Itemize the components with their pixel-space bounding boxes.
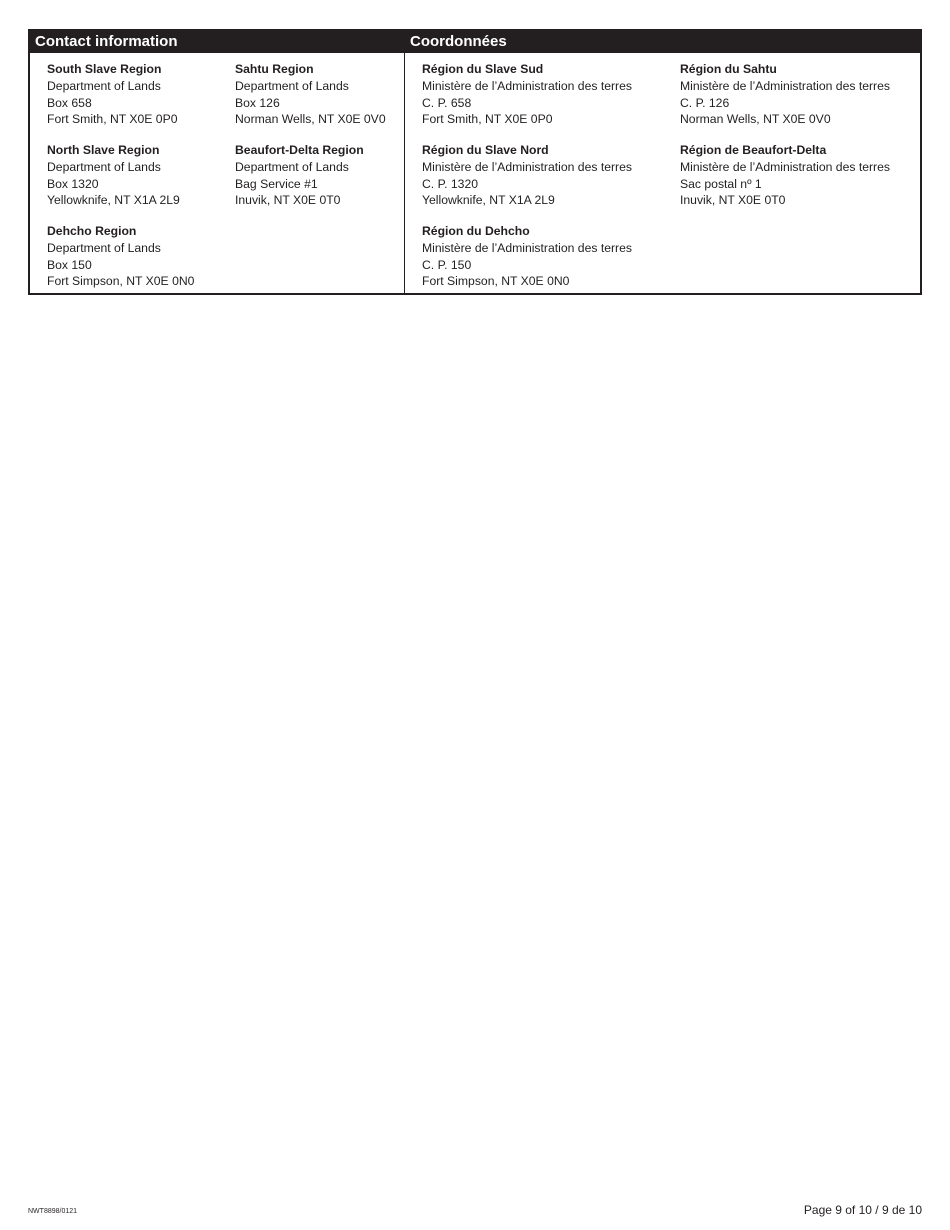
- region-department: Ministère de l’Administration des terres: [422, 159, 632, 174]
- region-box: Bag Service #1: [235, 176, 318, 191]
- region-department: Ministère de l’Administration des terres: [422, 240, 632, 255]
- region-name: Région de Beaufort-Delta: [680, 143, 827, 157]
- form-code: NWT8898/0121: [28, 1208, 78, 1215]
- region-box: Box 126: [235, 95, 280, 110]
- region-name: Région du Sahtu: [680, 62, 777, 76]
- region-box: C. P. 150: [422, 257, 472, 272]
- region-city: Norman Wells, NT X0E 0V0: [235, 112, 386, 127]
- region-name: Région du Slave Sud: [422, 62, 544, 76]
- region-city: Inuvik, NT X0E 0T0: [235, 193, 341, 208]
- region-name: Dehcho Region: [47, 224, 137, 238]
- region-city: Fort Smith, NT X0E 0P0: [47, 112, 178, 127]
- region-slave-sud: [422, 61, 632, 128]
- region-department: Department of Lands: [47, 78, 161, 93]
- region-du-dehcho: [422, 223, 632, 290]
- region-department: Department of Lands: [235, 78, 349, 93]
- region-de-beaufort-delta: [680, 142, 890, 209]
- region-box: Box 1320: [47, 176, 99, 191]
- region-box: Sac postal nº 1: [680, 176, 762, 191]
- contact-information-table: [28, 29, 922, 295]
- region-name: North Slave Region: [47, 143, 160, 157]
- region-name: Sahtu Region: [235, 62, 314, 76]
- region-beaufort-delta: [235, 142, 364, 209]
- region-city: Yellowknife, NT X1A 2L9: [47, 193, 180, 208]
- region-department: Department of Lands: [47, 240, 161, 255]
- region-city: Fort Smith, NT X0E 0P0: [422, 112, 553, 127]
- region-box: C. P. 1320: [422, 176, 479, 191]
- region-name: Région du Dehcho: [422, 224, 530, 238]
- region-city: Yellowknife, NT X1A 2L9: [422, 193, 555, 208]
- region-department: Department of Lands: [235, 159, 349, 174]
- region-slave-nord: [422, 142, 632, 209]
- region-department: Ministère de l’Administration des terres: [680, 159, 890, 174]
- page-number: Page 9 of 10 / 9 de 10: [803, 1203, 922, 1217]
- english-section: [30, 31, 405, 293]
- contact-information-header: Contact information: [30, 31, 404, 53]
- region-city: Inuvik, NT X0E 0T0: [680, 193, 786, 208]
- region-box: C. P. 658: [422, 95, 472, 110]
- region-sahtu: [235, 61, 386, 128]
- coordonnees-header: Coordonnées: [405, 31, 920, 53]
- region-north-slave: [47, 142, 180, 209]
- region-south-slave: [47, 61, 178, 128]
- region-box: C. P. 126: [680, 95, 730, 110]
- region-name: South Slave Region: [47, 62, 162, 76]
- region-city: Norman Wells, NT X0E 0V0: [680, 112, 831, 127]
- region-name: Beaufort-Delta Region: [235, 143, 364, 157]
- region-city: Fort Simpson, NT X0E 0N0: [47, 274, 195, 289]
- region-box: Box 658: [47, 95, 92, 110]
- region-name: Région du Slave Nord: [422, 143, 549, 157]
- region-department: Ministère de l’Administration des terres: [422, 78, 632, 93]
- region-city: Fort Simpson, NT X0E 0N0: [422, 274, 570, 289]
- region-department: Ministère de l’Administration des terres: [680, 78, 890, 93]
- french-section: [405, 31, 920, 293]
- region-du-sahtu: [680, 61, 890, 128]
- region-dehcho: [47, 223, 194, 290]
- region-department: Department of Lands: [47, 159, 161, 174]
- region-box: Box 150: [47, 257, 92, 272]
